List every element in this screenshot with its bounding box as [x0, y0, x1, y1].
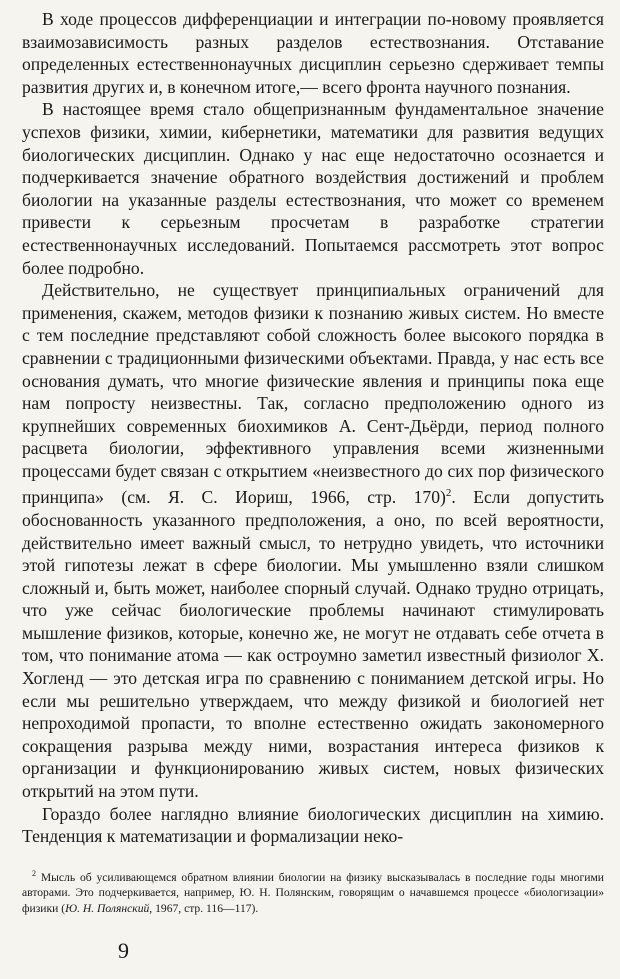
paragraph-4: Гораздо более наглядно влияние биологических дисциплин на химию. Тенденция к математизации и формализации неко- [22, 803, 604, 847]
paragraph-3-text-before: Действительно, не существует принципиальных ограничений для применения, скажем, методов физики к познанию живых систем. Но вместе с тем последние представляют собой сложность более высокого порядка в сравнении с традиционными физическими объектами. Правда, у нас есть все основания думать, что многие физические явления и принципы пока еще нам попросту неизвестны. Так, согласно предположению одного из крупнейших современных биохимиков А. Сент-Дьёрди, период полного расцвета биологии, эффективного управления всеми жизненными процессами будет связан с открытием «неизвестного до сих пор физического принципа» (см. Я. С. Иориш, 1966, стр. 170) [22, 280, 604, 508]
paragraph-3 [22, 279, 604, 803]
footnote-mark: 2 [32, 869, 36, 878]
footnote-text-after: , 1967, стр. 116—117). [149, 901, 259, 915]
footnote-reference-mark: 2 [445, 487, 452, 500]
paragraph-3-text-after: . Если допустить обоснованность указанного предположения, а оно, по всей вероятности, действительно имеет важный смысл, то нетрудно увидеть, что источники этой гипотезы лежат в сфере биологии. Мы умышленно взяли слишком сложный и, быть может, наиболее спорный случай. Однако трудно отрицать, что уже сейчас биологические проблемы начинают стимулировать мышление физиков, которые, конечно же, не могут не отдавать себе отчета в том, что понимание атома — как остроумно заметил известный физиолог Х. Хогленд — это детская игра по сравнению с пониманием детской игры. Но если мы решительно утверждаем, что между физикой и биологией нет непроходимой пропасти, то вполне естественно ожидать закономерного сокращения разрыва между ними, возрастания интереса физиков к организации и функционированию живых систем, новых физических открытий на этом пути. [22, 487, 604, 802]
paragraph-2: В настоящее время стало общепризнанным фундаментальное значение успехов физики, химии, кибернетики, математики для развития ведущих биологических дисциплин. Однако у нас еще недостаточно осознается и подчеркивается значение обратного воздействия достижений и проблем биологии на указанные разделы естествознания, что может со временем привести к серьезным просчетам в разработке стратегии естественнонаучных исследований. Попытаемся рассмотреть этот вопрос более подробно. [22, 99, 604, 278]
page-number: 9 [118, 938, 129, 963]
footnote-citation: Ю. Н. Полянский [65, 901, 150, 915]
footnote-area [22, 866, 604, 916]
paragraph-1: В ходе процессов дифференциации и интеграции по-новому проявляется взаимозависимость разных разделов естествознания. Отставание определенных естественнонаучных дисциплин серьезно сдерживает темпы развития других и, в конечном итоге,— всего фронта научного познания. [22, 9, 604, 97]
footnote [22, 866, 604, 916]
footnote-text-before: Мысль об усиливающемся обратном влиянии биологии на физику высказывалась в последние годы многими авторами. Это подчеркивается, например, Ю. Н. Полянским, говорящим о начавшемся процессе «биологизации» физики ( [22, 870, 604, 915]
main-text [22, 8, 604, 848]
